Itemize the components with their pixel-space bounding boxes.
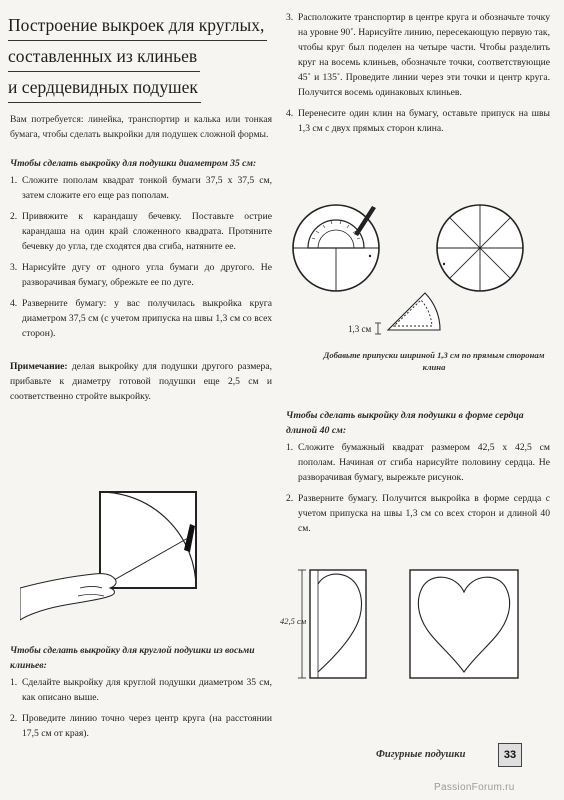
round-pillow-heading: Чтобы сделать выкройку для подушки диаметром 35 см: — [10, 158, 257, 169]
list-item — [10, 173, 272, 203]
step-text: Нарисуйте дугу от одного угла бумаги до другого. Не разворачивая бумагу, обрежьте ее по дуге. — [22, 262, 272, 288]
wedge-steps-list — [286, 10, 550, 136]
heart-heading: Чтобы сделать выкройку для подушки в форме сердца длиной 40 см: — [286, 410, 524, 436]
step-text: Перенесите один клин на бумагу, оставьте припуск на швы 1,3 см с двух прямых сторон клина. — [298, 108, 550, 134]
list-item — [10, 675, 272, 705]
heart-section — [286, 408, 550, 542]
step-number: 3. — [286, 12, 294, 23]
seam-allowance-label: 1,3 см — [348, 324, 372, 334]
note-paragraph — [10, 359, 272, 404]
note-label: Примечание: — [10, 361, 68, 372]
step-text: Привяжите к карандашу бечевку. Поставьте острие карандаша на один край сложенного квадрата. Протяните бечевку до угла, где сходятся два сгиба, натяните ее. — [22, 211, 272, 252]
list-item — [286, 106, 550, 136]
title-line: Построение выкроек для круглых, — [8, 10, 267, 41]
list-item — [10, 296, 272, 341]
list-item — [286, 491, 550, 536]
running-footer-section: Фигурные подушки — [376, 749, 466, 760]
step-number: 4. — [10, 298, 18, 309]
step-number: 4. — [286, 108, 294, 119]
hand-drawing-arc-illustration — [20, 484, 218, 630]
step-number: 1. — [10, 175, 18, 186]
step-text: Сложите пополам квадрат тонкой бумаги 37,5 x 37,5 см, затем сложите его еще раз пополам. — [22, 175, 272, 201]
intro-paragraph: Вам потребуется: линейка, транспортир и калька или тонкая бумага, чтобы сделать выкройки для подушек сложной формы. — [10, 114, 272, 140]
title-line: составленных из клиньев — [8, 41, 200, 72]
step-number: 1. — [10, 677, 18, 688]
right-column — [286, 10, 550, 142]
list-item — [10, 711, 272, 741]
step-text: Расположите транспортир в центре круга и обозначьте точку на уровне 90˚. Нарисуйте линию, пересекающую первую так, чтобы круг был поделен на четыре части. Чтобы разделить круг на восемь клиньев, обозначьте точки, соответствующие 45˚ и 135˚. Проведите линии через эти точки и центр круга. Получится восемь одинаковых клиньев. — [298, 12, 550, 98]
step-number: 1. — [286, 442, 294, 453]
step-number: 2. — [286, 493, 294, 504]
page-title — [8, 10, 270, 103]
step-text: Проведите линию точно через центр круга (на расстоянии 17,5 см от края). — [22, 713, 272, 739]
left-column — [10, 112, 272, 404]
figure-caption: Добавьте припуски шириной 1,3 см по прямым сторонам клина — [323, 350, 545, 372]
page-number: 33 — [498, 743, 522, 767]
step-number: 2. — [10, 713, 18, 724]
list-item — [10, 260, 272, 290]
step-text: Сложите бумажный квадрат размером 42,5 x 42,5 см пополам. Начиная от сгиба нарисуйте половину сердца. Не разворачивая бумагу, вырежьте рисунок. — [298, 442, 550, 483]
heart-steps-list — [286, 440, 550, 536]
title-line: и сердцевидных подушек — [8, 72, 201, 103]
step-text: Сделайте выкройку для круглой подушки диаметром 35 см, как описано выше. — [22, 677, 272, 703]
step-number: 2. — [10, 211, 18, 222]
eight-wedge-section — [10, 643, 272, 747]
step-number: 3. — [10, 262, 18, 273]
round-steps-list — [10, 173, 272, 341]
list-item — [286, 440, 550, 485]
list-item — [10, 209, 272, 254]
step-text: Разверните бумагу: у вас получилась выкройка круга диаметром 37,5 см (с учетом припуска на швы 1,3 см со всех сторон). — [22, 298, 272, 339]
step-text: Разверните бумагу. Получится выкройка в форме сердца с учетом припуска на швы 1,3 см со всех сторон и длиной 40 см. — [298, 493, 550, 534]
note-text: делая выкройку для подушки другого размера, прибавьте к диаметру готовой подушки еще 2,5 см и соответственно стройте выкройку. — [10, 361, 272, 402]
eight-wedge-heading: Чтобы сделать выкройку для круглой подушки из восьми клиньев: — [10, 645, 255, 671]
heart-size-label: 42,5 см — [280, 616, 307, 626]
eight-wedge-steps-list — [10, 675, 272, 741]
watermark: PassionForum.ru — [434, 782, 515, 793]
heart-pattern-diagram — [280, 560, 552, 690]
list-item — [286, 10, 550, 100]
